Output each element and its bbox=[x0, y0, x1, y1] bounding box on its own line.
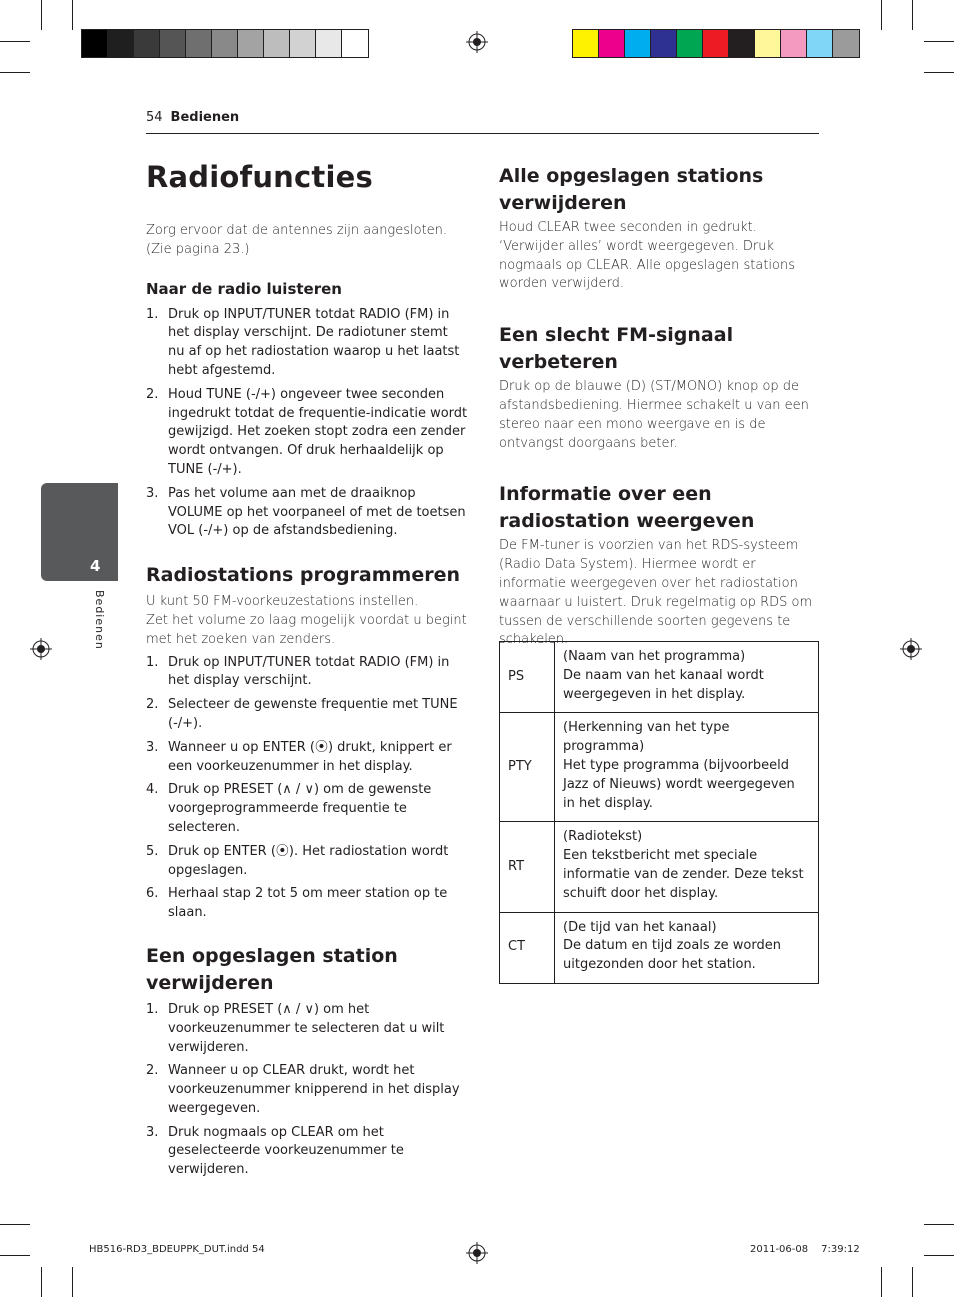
crop-mark bbox=[924, 41, 954, 42]
rds-row bbox=[500, 713, 819, 822]
step-item bbox=[146, 696, 468, 734]
color-swatch bbox=[755, 30, 781, 57]
step-number: 3. bbox=[146, 1124, 159, 1140]
left-column bbox=[146, 222, 468, 1185]
crop-mark bbox=[881, 0, 882, 30]
step-number: 5. bbox=[146, 843, 159, 859]
step-number: 1. bbox=[146, 654, 159, 670]
color-swatch bbox=[599, 30, 625, 57]
color-swatch bbox=[212, 30, 238, 57]
rds-table bbox=[499, 641, 819, 984]
listen-steps bbox=[146, 306, 468, 542]
registration-mark-icon bbox=[900, 638, 922, 660]
color-swatch bbox=[729, 30, 755, 57]
rds-code: PTY bbox=[500, 713, 555, 822]
step-number: 6. bbox=[146, 886, 159, 902]
step-number: 2. bbox=[146, 697, 159, 713]
rds-code: PS bbox=[500, 642, 555, 713]
delete-all-text: Houd CLEAR twee seconden in gedrukt. ‘Verwijder alles’ wordt weergegeven. Druk nogmaals op CLEAR. Alle opgeslagen stations worden verwijderd. bbox=[499, 220, 795, 292]
footer-date: 2011-06-08 bbox=[750, 1244, 809, 1255]
step-text: Wanneer u op ENTER (⦿) drukt, knippert er een voorkeuzenummer in het display. bbox=[168, 739, 452, 774]
step-item bbox=[146, 1124, 468, 1180]
color-swatch bbox=[108, 30, 134, 57]
color-swatch bbox=[651, 30, 677, 57]
step-number: 2. bbox=[146, 386, 159, 402]
color-swatch bbox=[781, 30, 807, 57]
color-swatch bbox=[807, 30, 833, 57]
step-text: Druk op ENTER (⦿). Het radiostation wordt opgeslagen. bbox=[168, 843, 449, 878]
step-text: Herhaal stap 2 tot 5 om meer station op te slaan. bbox=[168, 886, 448, 921]
chapter-tab-number: 4 bbox=[90, 557, 101, 575]
crop-mark bbox=[0, 1224, 30, 1225]
rds-row bbox=[500, 912, 819, 983]
rds-code: RT bbox=[500, 822, 555, 912]
step-number: 1. bbox=[146, 1001, 159, 1017]
rds-description: (De tijd van het kanaal) De datum en tijd zoals ze worden uitgezonden door het station. bbox=[555, 912, 819, 983]
step-number: 2. bbox=[146, 1063, 159, 1079]
program-steps bbox=[146, 654, 468, 923]
rds-row bbox=[500, 822, 819, 912]
step-text: Druk nogmaals op CLEAR om het geselecteerde voorkeuzenummer te verwijderen. bbox=[168, 1124, 404, 1178]
chapter-tab bbox=[41, 483, 118, 581]
step-item bbox=[146, 306, 468, 381]
crop-mark bbox=[72, 0, 73, 30]
crop-mark bbox=[0, 41, 30, 42]
rds-text: De FM-tuner is voorzien van het RDS-systeem (Radio Data System). Hiermee wordt er informatie weergegeven over het radiostation waarnaar u luistert. Druk regelmatig op RDS om tussen de verschillende soorten gegevens te schakelen. bbox=[499, 538, 813, 648]
color-swatch bbox=[833, 30, 859, 57]
header-rule bbox=[146, 133, 819, 134]
weak-signal-text: Druk op de blauwe (D) (ST/MONO) knop op de afstandsbediening. Hiermee schakelt u van een stereo naar een mono weergave en is de ontvangst doorgaans beter. bbox=[499, 379, 809, 451]
crop-mark bbox=[0, 72, 30, 73]
step-item bbox=[146, 1062, 468, 1118]
color-swatch bbox=[186, 30, 212, 57]
color-swatch bbox=[342, 30, 368, 57]
color-swatch bbox=[290, 30, 316, 57]
crop-mark bbox=[924, 1224, 954, 1225]
color-swatch bbox=[160, 30, 186, 57]
section-heading-program: Radiostations programmeren bbox=[146, 564, 461, 587]
step-text: Druk op PRESET (∧ / ∨) om het voorkeuzenummer te selecteren dat u wilt verwijderen. bbox=[168, 1001, 445, 1055]
section-heading-delete-all: Alle opgeslagen stations verwijderen bbox=[499, 165, 764, 214]
page-title: Radiofuncties bbox=[146, 160, 373, 194]
delete-one-steps bbox=[146, 1001, 468, 1180]
crop-mark bbox=[0, 1255, 30, 1256]
step-text: Druk op INPUT/TUNER totdat RADIO (FM) in het display verschijnt. De radiotuner stemt nu af op het radiostation waarop u het laatst hebt afgestemd. bbox=[168, 306, 460, 378]
rds-row bbox=[500, 642, 819, 713]
step-text: Druk op INPUT/TUNER totdat RADIO (FM) in het display verschijnt. bbox=[168, 654, 450, 689]
step-item bbox=[146, 739, 468, 777]
color-swatch bbox=[134, 30, 160, 57]
step-item bbox=[146, 885, 468, 923]
step-item bbox=[146, 386, 468, 480]
registration-mark-icon bbox=[30, 638, 52, 660]
step-number: 4. bbox=[146, 782, 159, 798]
step-text: Houd TUNE (-/+) ongeveer twee seconden ingedrukt totdat de frequentie-indicatie wordt gewijzigd. Het zoeken stopt zodra een zender wordt ontvangen. Of druk herhaaldelijk op TUNE (-/+). bbox=[168, 386, 468, 477]
crop-mark bbox=[41, 1267, 42, 1297]
color-swatch bbox=[82, 30, 108, 57]
crop-mark bbox=[924, 72, 954, 73]
color-swatch bbox=[677, 30, 703, 57]
step-item bbox=[146, 781, 468, 837]
registration-mark-icon bbox=[466, 1242, 488, 1264]
crop-mark bbox=[912, 1267, 913, 1297]
section-heading-weak-signal: Een slecht FM-signaal verbeteren bbox=[499, 324, 734, 374]
right-column bbox=[499, 163, 819, 650]
rds-code: CT bbox=[500, 912, 555, 983]
running-header bbox=[146, 110, 239, 125]
step-item bbox=[146, 485, 468, 541]
crop-mark bbox=[912, 0, 913, 30]
color-swatch bbox=[573, 30, 599, 57]
color-swatch bbox=[703, 30, 729, 57]
step-item bbox=[146, 843, 468, 881]
color-swatch bbox=[264, 30, 290, 57]
rds-description: (Herkenning van het type programma) Het type programma (bijvoorbeeld Jazz of Nieuws) wordt weergegeven in het display. bbox=[555, 713, 819, 822]
step-item bbox=[146, 654, 468, 692]
step-number: 3. bbox=[146, 739, 159, 755]
crop-mark bbox=[41, 0, 42, 30]
section-heading-delete-one: Een opgeslagen station verwijderen bbox=[146, 944, 398, 994]
grayscale-color-bar bbox=[81, 29, 369, 58]
step-text: Selecteer de gewenste frequentie met TUNE (-/+). bbox=[168, 697, 458, 731]
rds-description: (Naam van het programma) De naam van het kanaal wordt weergegeven in het display. bbox=[555, 642, 819, 713]
step-text: Wanneer u op CLEAR drukt, wordt het voorkeuzenummer knipperend in het display weergegeven. bbox=[168, 1063, 460, 1116]
crop-mark bbox=[924, 1255, 954, 1256]
rds-description: (Radiotekst) Een tekstbericht met speciale informatie van de zender. Deze tekst schuift door het display. bbox=[555, 822, 819, 912]
footer-file: HB516-RD3_BDEUPPK_DUT.indd 54 bbox=[89, 1244, 265, 1255]
crop-mark bbox=[72, 1267, 73, 1297]
step-number: 3. bbox=[146, 485, 159, 501]
color-swatch bbox=[238, 30, 264, 57]
step-text: Pas het volume aan met de draaiknop VOLUME op het voorpaneel of met de toetsen VOL (-/+) op de afstandsbediening. bbox=[168, 485, 466, 539]
registration-mark-icon bbox=[466, 31, 488, 53]
page-number: 54 bbox=[146, 110, 163, 125]
color-swatch bbox=[625, 30, 651, 57]
process-color-bar bbox=[572, 29, 860, 58]
program-intro: U kunt 50 FM-voorkeuzestations instellen. Zet het volume zo laag mogelijk voordat u begint met het zoeken van zenders. bbox=[146, 594, 467, 647]
section-heading-listen: Naar de radio luisteren bbox=[146, 279, 342, 298]
footer-time: ￼ 7:39:12 bbox=[818, 1244, 860, 1255]
section-heading-rds: Informatie over een radiostation weergeven bbox=[499, 483, 755, 533]
step-number: 1. bbox=[146, 306, 159, 322]
running-header-section: Bedienen bbox=[170, 110, 240, 125]
chapter-tab-label: Bedienen bbox=[93, 590, 106, 650]
intro-text: Zorg ervoor dat de antennes zijn aangesloten. (Zie pagina 23.) bbox=[146, 223, 448, 257]
step-item bbox=[146, 1001, 468, 1057]
color-swatch bbox=[316, 30, 342, 57]
step-text: Druk op PRESET (∧ / ∨) om de gewenste voorgeprogrammeerde frequentie te selecteren. bbox=[168, 782, 432, 835]
crop-mark bbox=[881, 1267, 882, 1297]
